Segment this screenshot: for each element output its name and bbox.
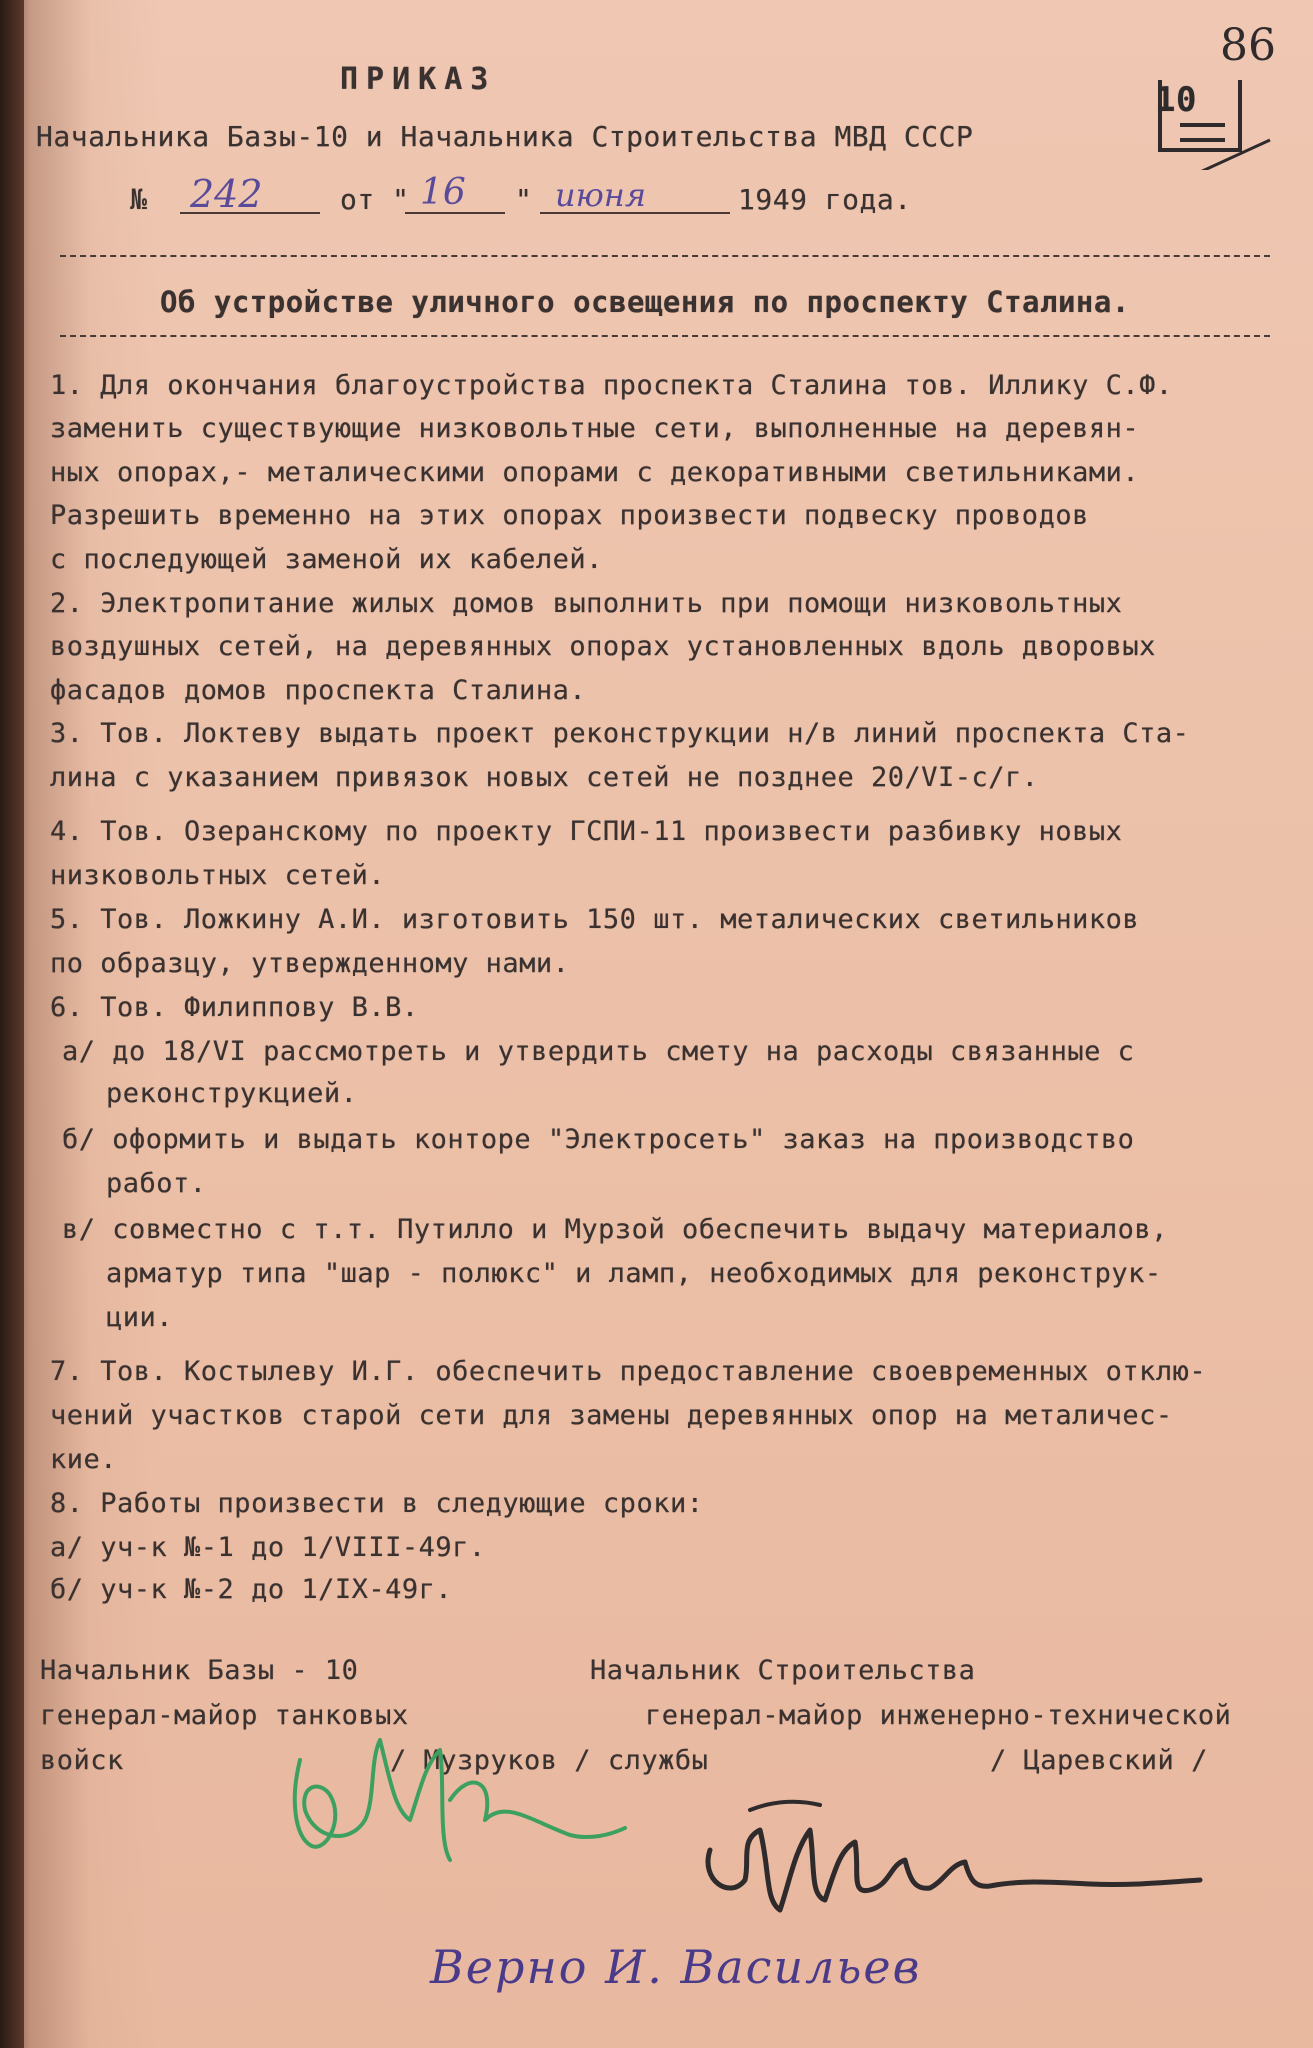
body-line: по образцу, утвержденному нами. [50,948,570,979]
body-line: ных опорах,- металическими опорами с декоративными светильниками. [50,457,1140,488]
body-line: 3. Тов. Локтеву выдать проект реконструкции н/в линий проспекта Ста- [50,718,1190,749]
right-signatory-name: / Царевский / [990,1745,1208,1776]
body-line: чений участков старой сети для замены деревянных опор на металичес- [50,1400,1173,1431]
green-signature-icon [270,1670,630,1870]
body-line: воздушных сетей, на деревянных опорах установленных вдоль дворовых [50,631,1156,662]
month-underline [540,212,730,214]
date-quote: " [515,183,533,216]
document-subject: Об устройстве уличного освещения по проспекту Сталина. [160,285,1130,319]
body-line: а/ до 18/VI рассмотреть и утвердить смету на расходы связанные с [62,1036,1135,1067]
body-line: заменить существующие низковольтные сети, выполненные на деревян- [50,413,1140,444]
body-line: лина с указанием привязок новых сетей не позднее 20/VI-с/г. [50,762,1039,793]
certification-signature: Верно И. Васильев [430,1940,922,1994]
number-underline [180,212,320,214]
document-title: ПРИКАЗ [340,62,497,97]
right-signatory-title-1: Начальник Строительства [590,1655,976,1686]
document-issuer: Начальника Базы-10 и Начальника Строительства МВД СССР [36,120,974,153]
body-line: 1. Для окончания благоустройства проспекта Сталина тов. Иллику С.Ф. [50,370,1173,401]
order-day: 16 [420,172,466,213]
archive-page-number: 86 [1220,20,1276,71]
body-line: 6. Тов. Филиппову В.В. [50,992,419,1023]
body-line: арматур типа "шар - полюкс" и ламп, необходимых для реконструк- [106,1258,1162,1289]
body-line: работ. [106,1168,207,1199]
order-year: 1949 года. [738,183,912,216]
body-line: низковольтных сетей. [50,860,386,891]
body-line: 4. Тов. Озеранскому по проекту ГСПИ-11 произвести разбивку новых [50,816,1123,847]
left-signatory-name: / Музруков / службы [390,1745,709,1776]
subject-rule [60,335,1270,337]
date-from: от " [340,183,410,216]
body-line: реконструкцией. [106,1078,358,1109]
day-underline [405,212,505,214]
body-line: б/ оформить и выдать конторе "Электросеть" заказ на производство [62,1124,1135,1155]
body-line: 5. Тов. Ложкину А.И. изготовить 150 шт. металических светильников [50,904,1140,935]
body-line: в/ совместно с т.т. Путилло и Мурзой обеспечить выдачу материалов, [62,1214,1168,1245]
order-number: 242 [190,172,263,216]
body-line: б/ уч-к №-2 до 1/IX-49г. [50,1574,453,1605]
body-line: ции. [106,1302,174,1333]
right-signatory-title-2: генерал-майор инженерно-технической [645,1700,1232,1731]
archive-stamp-number: 10 [1155,80,1197,120]
order-number-prefix: № [130,183,148,216]
body-line: Разрешить временно на этих опорах произвести подвеску проводов [50,500,1089,531]
body-line: 8. Работы произвести в следующие сроки: [50,1488,704,1519]
header-rule [60,255,1270,257]
left-signatory-title-3: войск [40,1745,124,1776]
body-line: кие. [50,1444,118,1475]
body-line: 7. Тов. Костылеву И.Г. обеспечить предоставление своевременных отклю- [50,1356,1207,1387]
pencil-signature-icon [690,1770,1210,1930]
body-line: 2. Электропитание жилых домов выполнить при помощи низковольтных [50,588,1123,619]
body-line: а/ уч-к №-1 до 1/VIII-49г. [50,1532,486,1563]
body-line: фасадов домов проспекта Сталина. [50,675,587,706]
order-month: июня [555,176,647,214]
left-signatory-title-2: генерал-майор танковых [40,1700,409,1731]
binding-edge [0,0,24,2048]
left-signatory-title-1: Начальник Базы - 10 [40,1655,359,1686]
body-line: с последующей заменой их кабелей. [50,544,603,575]
